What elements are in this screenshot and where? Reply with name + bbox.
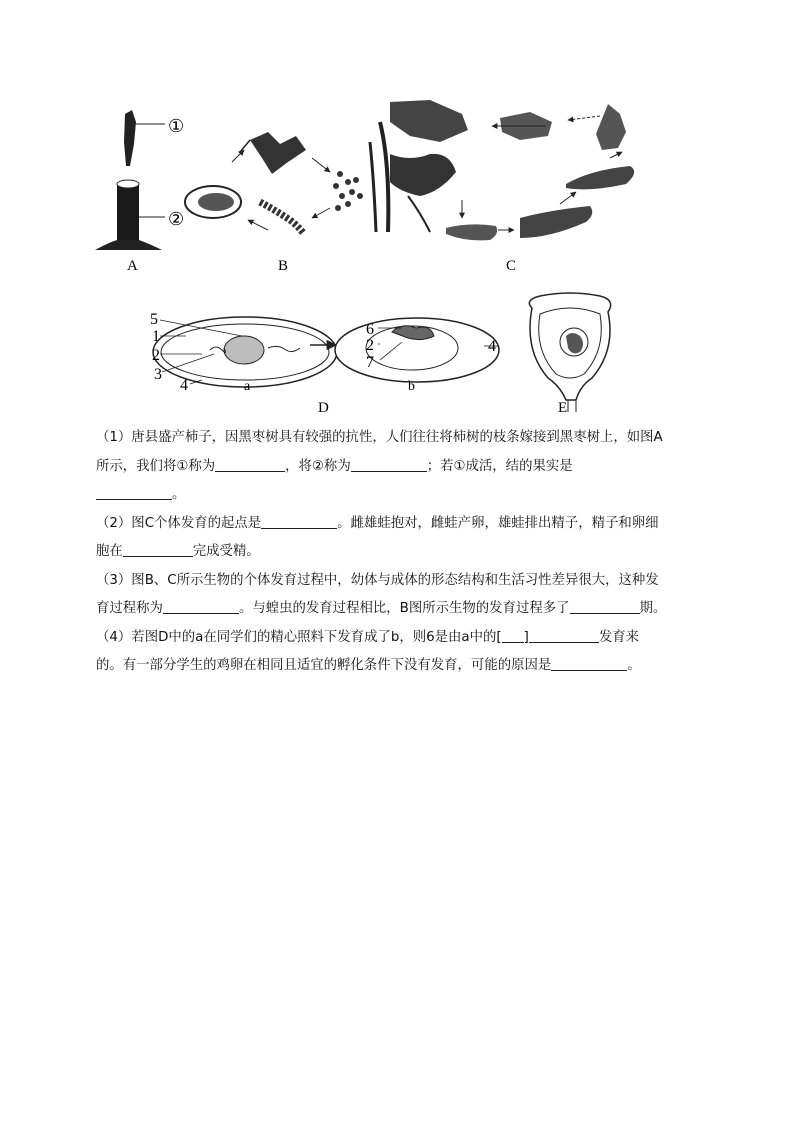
egg-a-number-4: 4 bbox=[180, 377, 188, 394]
q1-text-4: ；若①成活，结的果实是 bbox=[426, 458, 573, 474]
q4-blank-structure[interactable] bbox=[529, 628, 599, 643]
q3-blank-stage[interactable] bbox=[570, 599, 640, 614]
q4-bracket-close: ] bbox=[523, 629, 529, 645]
q3-text-4: 期。 bbox=[639, 601, 667, 616]
q4-text-3: 的。有一部分学生的鸡卵在相同且适宜的孵化条件下没有发育，可能的原因是 bbox=[96, 658, 552, 673]
egg-a-number-3: 3 bbox=[154, 366, 162, 383]
q2-text-3: 胞在 bbox=[96, 544, 123, 559]
grafting-illustration bbox=[95, 110, 165, 250]
panel-c-label: C bbox=[506, 258, 517, 274]
egg-b-diagram bbox=[335, 318, 499, 382]
frog-cycle-illustration bbox=[370, 100, 634, 240]
q3-text-1: （3）图B、C所示生物的个体发育过程中，幼体与成体的形态结构和生活习性差异很大，这种发 bbox=[96, 572, 659, 588]
q1-text-2: 所示，我们将①称为 bbox=[96, 458, 216, 474]
q4-text-4: 。 bbox=[627, 658, 641, 673]
q1-text-5: 。 bbox=[172, 487, 186, 502]
q2-blank-origin[interactable] bbox=[261, 514, 337, 529]
q2-text-4: 完成受精。 bbox=[192, 544, 260, 559]
question-3 bbox=[96, 567, 706, 624]
q1-text-3: ，将②称为 bbox=[285, 458, 351, 474]
q3-text-2: 育过程称为 bbox=[96, 601, 163, 616]
egg-b-number-2: 2 bbox=[366, 337, 374, 354]
label-1: ① bbox=[168, 116, 185, 136]
q4-text-1: （4）若图D中的a在同学们的精心照料下发育成了b，则6是由a中的 bbox=[96, 629, 497, 645]
egg-a-number-5: 5 bbox=[150, 311, 158, 328]
egg-a-number-1: 1 bbox=[152, 328, 160, 345]
q1-blank-rootstock[interactable] bbox=[351, 457, 427, 472]
panel-d-label: D bbox=[318, 400, 329, 416]
panel-e-label: E bbox=[558, 400, 568, 416]
egg-b-number-7: 7 bbox=[366, 354, 374, 371]
q1-text-1: （1）唐县盛产柿子，因黑枣树具有较强的抗性，人们往往将柿树的枝条嫁接到黑枣树上，如图A bbox=[96, 430, 663, 445]
q4-bracket-open: [ bbox=[496, 629, 502, 645]
questions-block bbox=[96, 424, 706, 681]
label-2: ② bbox=[168, 209, 185, 229]
question-4 bbox=[96, 624, 706, 681]
q4-blank-reason[interactable] bbox=[551, 656, 627, 671]
egg-b-number-4: 4 bbox=[488, 338, 496, 355]
q2-blank-location[interactable] bbox=[123, 542, 193, 557]
q3-text-3: 。与蝗虫的发育过程相比，B图所示生物的发育过程多了 bbox=[238, 601, 570, 616]
question-1 bbox=[96, 424, 706, 510]
egg-b-number-6: 6 bbox=[366, 321, 374, 338]
egg-development-figure bbox=[140, 290, 640, 420]
q3-blank-process[interactable] bbox=[163, 599, 239, 614]
q4-text-2: 发育来 bbox=[598, 629, 640, 645]
q1-blank-fruit[interactable] bbox=[96, 485, 172, 500]
panel-a-label: A bbox=[127, 258, 138, 274]
q2-text-2: 。雌雄蛙抱对，雌蛙产卵，雄蛙排出精子，精子和卵细 bbox=[337, 515, 659, 531]
uterus-embryo-illustration bbox=[529, 293, 610, 412]
egg-a-label: a bbox=[244, 379, 251, 394]
question-2 bbox=[96, 510, 706, 567]
egg-a-number-2: 2 bbox=[152, 347, 160, 364]
silkworm-cycle-illustration bbox=[185, 132, 363, 234]
egg-b-label: b bbox=[408, 379, 415, 394]
q2-text-1: （2）图C个体发育的起点是 bbox=[96, 515, 262, 531]
panel-b-label: B bbox=[278, 258, 289, 274]
life-cycle-figure bbox=[90, 92, 670, 277]
q4-blank-number[interactable] bbox=[502, 628, 524, 643]
q1-blank-scion[interactable] bbox=[215, 457, 285, 472]
